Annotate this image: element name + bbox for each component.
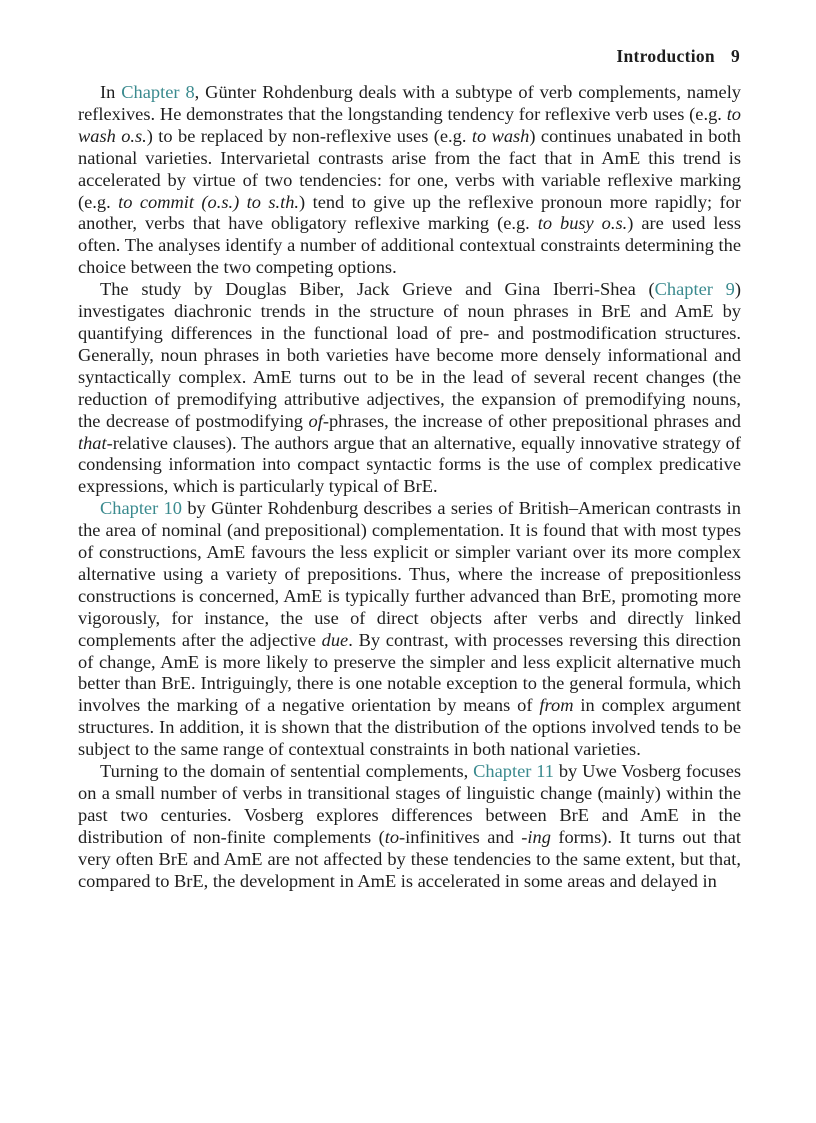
text-segment: ) investigates diachronic trends in the structure of noun phrases in BrE and AmE by quantifying differences in the functional load of pre- and postmodification structures. Generally, noun phrases in both varieties have become more densely informational and syntactically complex. AmE turns out to be in the lead of several recent changes (the reduction of premodifying attributive adjectives, the expansion of premodifying nouns, the decrease of postmodifying: [78, 279, 741, 431]
text-segment: Turning to the domain of sentential complements,: [100, 761, 474, 782]
text-segment: in complex argument structures. In addition, it is shown that the distribution of the options involved tends to be subject to the same range of contextual constraints in both national varieties.: [78, 695, 741, 760]
text-segment: ) tend to give up the reflexive pronoun more rapidly; for another, verbs that have obligatory reflexive marking (e.g.: [78, 191, 741, 234]
text-segment: , Günter Rohdenburg deals with a subtype of verb complements, namely reflexives. He demonstrates that the longstanding tendency for reflexive verb uses (e.g.: [78, 82, 742, 124]
italic-example: to wash: [471, 125, 530, 146]
italic-example: to busy o.s.: [537, 213, 628, 234]
text-segment: ) to be replaced by non-reflexive uses (e.g.: [146, 125, 472, 146]
text-segment: forms). It turns out that very often BrE and AmE are not affected by these tendencies to the same extent, but that, compared to BrE, the development in AmE is accelerated in some areas and delayed in: [78, 826, 741, 891]
body-text: [78, 82, 741, 893]
text-segment: -infinitives and: [399, 826, 522, 847]
chapter-10-link[interactable]: Chapter 10: [100, 498, 182, 519]
italic-term: due: [321, 629, 349, 650]
text-segment: by Günter Rohdenburg describes a series of British–American contrasts in the area of nominal (and prepositional) complementation. It is found that with most types of constructions, AmE favours the less explicit or simpler variant over its more complex alternative using a variety of prepositions. Thus, where the increase of prepositionless constructions is concerned, AmE is typically further advanced than BrE, promoting more vigorously, for instance, the use of direct objects after verbs and directly linked complements after the adjective: [78, 498, 741, 650]
italic-term: to: [384, 826, 400, 847]
running-title: Introduction: [616, 46, 715, 66]
text-segment: . By contrast, with processes reversing this direction of change, AmE is more likely to preserve the simpler and less explicit alternative much better than BrE. Intriguingly, there is one notable exception to the general formula, which involves the marking of a negative orientation by means of: [78, 629, 741, 716]
paragraph-chapter-8: [78, 82, 741, 279]
text-segment: ) are used less often. The analyses identify a number of additional contextual constraints determining the choice between the two competing options.: [78, 213, 741, 278]
paragraph-chapter-9: [78, 279, 741, 498]
italic-term: -ing: [521, 826, 551, 847]
paragraph-chapter-11: [78, 761, 741, 892]
chapter-8-link[interactable]: Chapter 8: [121, 82, 195, 102]
italic-term: that: [78, 432, 107, 453]
chapter-11-link[interactable]: Chapter 11: [473, 761, 554, 782]
text-segment: by Uwe Vosberg focuses on a small number of verbs in transitional stages of linguistic change (mainly) within the past two centuries. Vosberg explores differences between BrE and AmE in the distribution of non-finite complements (: [78, 761, 742, 847]
chapter-9-link[interactable]: Chapter 9: [654, 279, 735, 300]
paragraph-chapter-10: [78, 498, 741, 761]
text-segment: -relative clauses). The authors argue that an alternative, equally innovative strategy of condensing information into compact syntactic forms is the use of complex predicative expressions, which is particularly typical of BrE.: [78, 432, 741, 497]
running-head: [616, 46, 740, 67]
text-segment: ) continues unabated in both national varieties. Intervarietal contrasts arise from the fact that in AmE this trend is accelerated by virtue of two tendencies: for one, verbs with variable reflexive marking (e.g.: [78, 125, 741, 212]
italic-example: to wash o.s.: [78, 103, 741, 146]
italic-term: of: [308, 410, 323, 431]
text-segment: The study by Douglas Biber, Jack Grieve and Gina Iberri-Shea (: [100, 279, 655, 300]
page-number: 9: [730, 46, 740, 66]
italic-example: to commit (o.s.) to s.th.: [118, 191, 300, 212]
text-segment: In: [100, 82, 122, 102]
italic-term: from: [539, 695, 574, 716]
text-segment: -phrases, the increase of other prepositional phrases and: [322, 410, 741, 431]
